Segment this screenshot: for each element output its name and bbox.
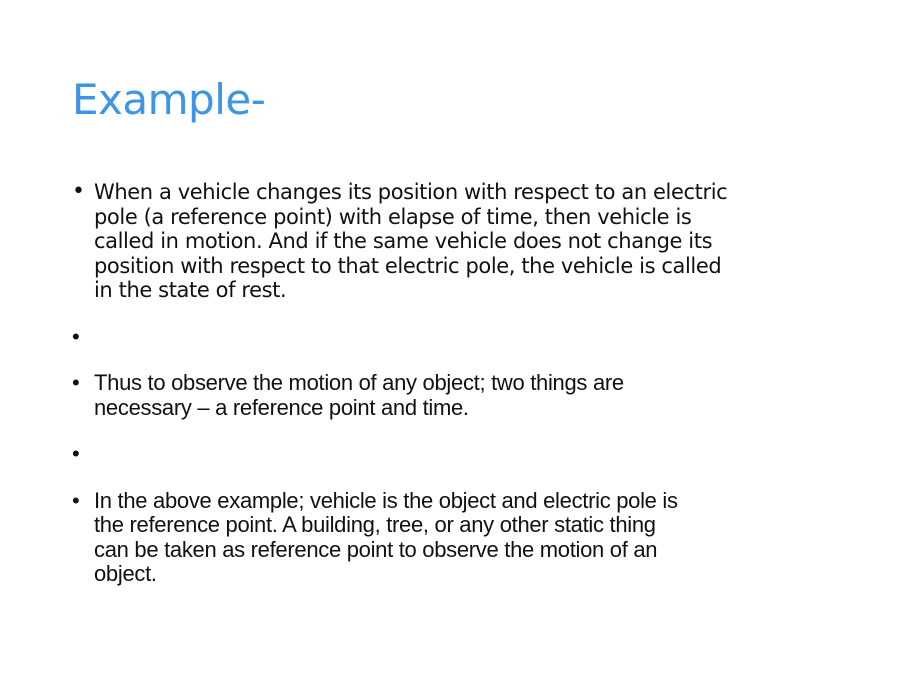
text-line: necessary – a reference point and time. [94,394,469,420]
text-line: pole (a reference point) with elapse of time, then vehicle is [94,204,692,229]
bullet-item-example-explanation [72,489,852,587]
bullet-icon: • [72,370,80,395]
bullet-list [72,180,852,587]
text-line: object. [94,561,157,586]
bullet-icon: • [72,487,80,513]
text-line: can be taken as reference point to observe the motion of an [94,536,658,562]
text-line: When a vehicle changes its position with respect to an electric [94,180,728,204]
text-line: position with respect to that electric pole, the vehicle is called [94,253,722,278]
bullet-item-empty [72,442,852,467]
text-line: in the state of rest. [94,278,287,302]
spacer [72,420,852,442]
spacer [72,303,852,325]
text-line: called in motion. And if the same vehicle does not change its [94,229,713,253]
bullet-icon: • [72,179,85,204]
spacer [72,349,852,371]
bullet-item-motion-definition [72,180,852,303]
text-line: In the above example; vehicle is the object and electric pole is [94,487,678,513]
bullet-icon: • [72,323,80,349]
text-line: Thus to observe the motion of any object; two things are [94,370,624,395]
bullet-icon: • [72,441,80,466]
bullet-item-empty [72,325,852,350]
slide-title: Example- [72,75,266,124]
text-line: the reference point. A building, tree, or any other static thing [94,512,656,537]
bullet-item-observe-motion [72,371,852,420]
spacer [72,467,852,489]
